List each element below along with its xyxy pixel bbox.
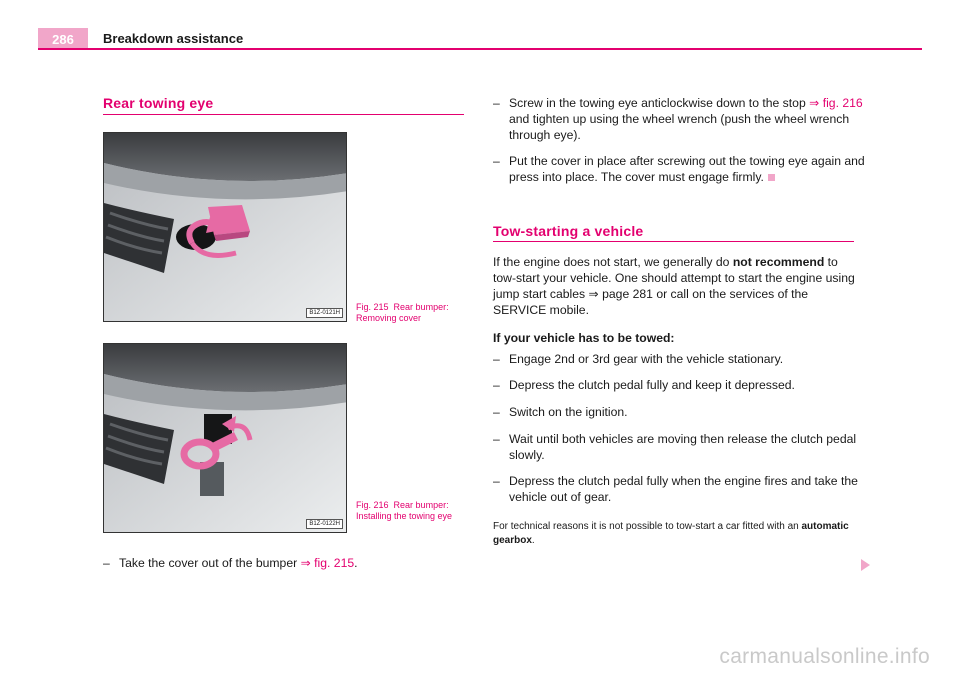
step-text: Depress the clutch pedal fully when the engine fires and take the vehicle out of gear. xyxy=(509,474,858,504)
step-text: Engage 2nd or 3rd gear with the vehicle stationary. xyxy=(509,352,784,366)
figure-215-link[interactable]: ⇒ fig. 215 xyxy=(300,556,355,570)
bumper-cover-illustration xyxy=(104,133,347,322)
step-text-end: and tighten up using the wheel wrench (push the wheel wrench through eye). xyxy=(509,112,850,142)
step-engine-fires xyxy=(493,473,871,505)
towing-eye-illustration xyxy=(104,344,347,533)
step-text: Wait until both vehicles are moving then release the clutch pedal slowly. xyxy=(509,432,857,462)
step-text: Screw in the towing eye anticlockwise down to the stop xyxy=(509,96,810,110)
section-rule xyxy=(103,114,464,115)
header-rule xyxy=(38,48,922,50)
figure-215-caption xyxy=(356,302,466,324)
step-engage-gear xyxy=(493,351,871,367)
figure-number: Fig. 216 xyxy=(356,500,389,510)
figure-code: B1Z-0121H xyxy=(306,308,343,318)
step-wait-release-clutch xyxy=(493,431,871,463)
section-end-marker xyxy=(768,174,775,181)
dash: – xyxy=(493,154,500,168)
dash: – xyxy=(493,474,500,488)
dash: – xyxy=(493,352,500,366)
section-heading-tow-start: Tow-starting a vehicle xyxy=(493,223,644,239)
page-number: 286 xyxy=(38,28,88,50)
continue-arrow-icon xyxy=(861,559,870,571)
dash: – xyxy=(493,432,500,446)
figure-number: Fig. 215 xyxy=(356,302,389,312)
figure-caption-text: Rear bumper: Removing cover xyxy=(356,302,449,323)
step-put-cover-back xyxy=(493,153,871,185)
automatic-gearbox-note xyxy=(493,520,855,548)
dash: – xyxy=(493,405,500,419)
figure-216-link[interactable]: ⇒ fig. 216 xyxy=(809,96,863,110)
figure-code: B1Z-0122H xyxy=(306,519,343,529)
step-screw-in-eye xyxy=(493,95,871,143)
towed-subheading: If your vehicle has to be towed: xyxy=(493,331,675,345)
dash: – xyxy=(493,378,500,392)
intro-text: If the engine does not start, we generally do xyxy=(493,255,733,269)
intro-emphasis: not recommend xyxy=(732,255,825,269)
header-title: Breakdown assistance xyxy=(103,31,244,46)
figure-215-image xyxy=(103,132,347,322)
note-text: For technical reasons it is not possible to tow-start a car fitted with an xyxy=(493,521,802,532)
step-text: Put the cover in place after screwing out the towing eye again and press into place. The cover must engage firmly. xyxy=(509,154,865,184)
section-rule xyxy=(493,241,854,242)
watermark: carmanualsonline.info xyxy=(719,645,930,668)
dash: – xyxy=(493,96,500,110)
note-emphasis: automatic gearbox xyxy=(493,521,849,546)
intro-text-end: to tow-start your vehicle. One should attempt to start the engine using jump start cables ⇒ page 281 or call on the services of the SERVICE mobile. xyxy=(493,255,855,317)
step-ignition xyxy=(493,404,871,420)
section-heading-towing-eye: Rear towing eye xyxy=(103,95,214,111)
step-text: Switch on the ignition. xyxy=(509,405,628,419)
step-take-cover-out xyxy=(103,555,479,571)
step-text: Depress the clutch pedal fully and keep it depressed. xyxy=(509,378,795,392)
figure-216-caption xyxy=(356,500,466,522)
figure-216-image xyxy=(103,343,347,533)
step-depress-clutch xyxy=(493,377,871,393)
step-text: Take the cover out of the bumper xyxy=(119,556,301,570)
step-text-end: . xyxy=(354,556,358,570)
tow-start-intro xyxy=(493,254,855,318)
note-text-end: . xyxy=(531,535,535,546)
dash: – xyxy=(103,556,110,570)
figure-caption-text: Rear bumper: Installing the towing eye xyxy=(356,500,453,521)
